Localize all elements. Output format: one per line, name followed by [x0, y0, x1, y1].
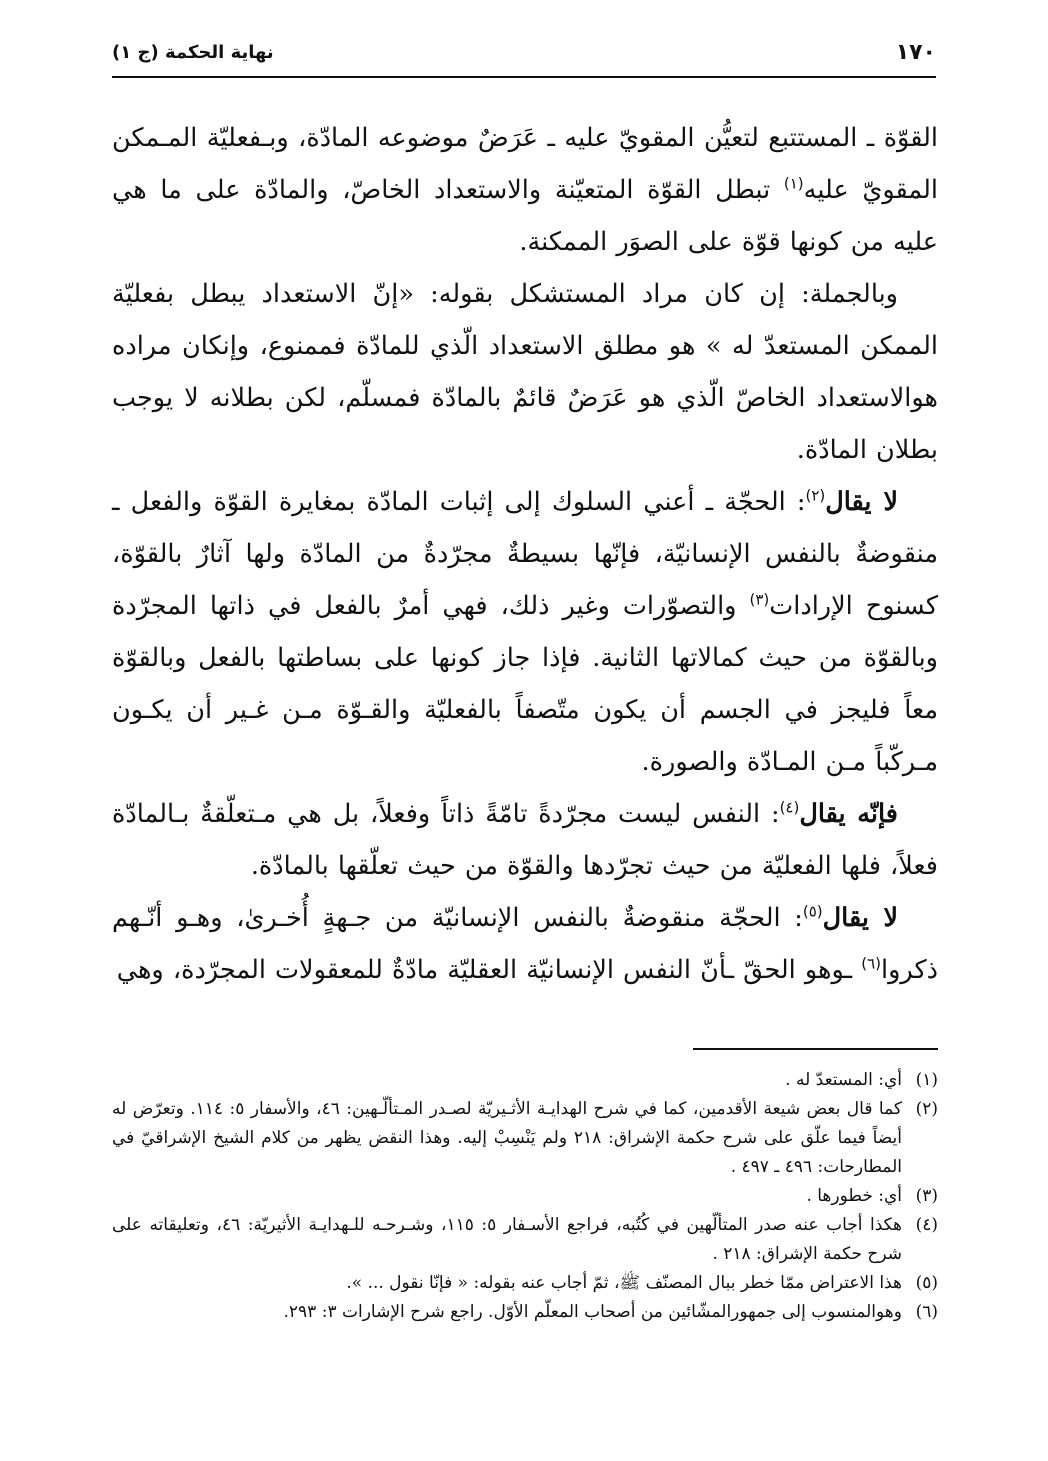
- footnotes-section: [112, 1048, 938, 1327]
- paragraph-1: القوّة ـ المستتبع لتعيُّن المقويّ عليه ـ عَرَضٌ موضوعه المادّة، وبـفعليّة المـمكن المقويّ عليه$^{(١)}$ تبطل القوّة المتعيّنة والاستعداد الخاصّ، والمادّة على ما هي عليه من كونها قوّة على الصوَر الممكنة.: [112, 123, 938, 257]
- footnote-ref-2: (٢): [805, 486, 826, 505]
- paragraph-4: فإنّه يقال$^{(٤)}$: النفس ليست مجرّدةً تامّةً ذاتاً وفعلاً، بل هي مـتعلّقةٌ بـالمادّة فعلاً، فلها الفعليّة من حيث تجرّدها والقوّة من حيث تعلّقها بالمادّة.: [112, 798, 938, 881]
- page-number: ١٧٠: [895, 40, 936, 65]
- footnote-ref-6: (٦): [861, 954, 882, 973]
- footnote-divider: [693, 1048, 938, 1050]
- footnote-ref-1: (١): [783, 174, 804, 193]
- main-text: [112, 112, 938, 996]
- footnote-1: (١)أي: المستعدّ له .: [785, 1070, 938, 1090]
- footnote-2: (٢)كما قال بعض شيعة الأقدمين، كما في شرح الهدايـة الأثـيريّة لصـدر المـتألّـهين: ٤٦، والأسفار ٥: ١١٤. وتعرّض له أيضاً فيما علّق على شرح حكمة الإشراق: ٢١٨ ولم يَنْسِبْ إليه. وهذا النقض يظهر من كلام الشيخ الإشراقيّ في المطارحات: ٤٩٦ ـ ٤٩٧ .: [112, 1099, 938, 1177]
- footnote-5: (٥)هذا الاعتراض ممّا خطر ببال المصنّف ﷺ، ثمّ أجاب عنه بقوله: « فإنّا نقول ... ».: [346, 1273, 938, 1293]
- footnote-ref-5: (٥): [802, 902, 823, 921]
- footnote-4: (٤)هكذا أجاب عنه صدر المتألّهين في كُتُبه، فراجع الأسـفار ٥: ١١٥، وشـرحـه للـهدايـة الأثيريّة: ٤٦، وتعليقاته على شرح حكمة الإشراق: ٢١٨ .: [112, 1215, 938, 1264]
- paragraph-2: وبالجملة: إن كان مراد المستشكل بقوله: «إنّ الاستعداد يبطل بفعليّة الممكن المستعدّ له » هو مطلق الاستعداد الّذي للمادّة فممنوع، وإنكان مراده هوالاستعداد الخاصّ الّذي هو عَرَضٌ قائمٌ بالمادّة فمسلّم، لكن بطلانه لا يوجب بطلان المادّة.: [112, 279, 938, 465]
- paragraph-3: لا يقال$^{(٢)}$: الحجّة ـ أعني السلوك إلى إثبات المادّة بمغايرة القوّة والفعل ـ منقوضةٌ بالنفس الإنسانيّة، فإنّها بسيطةٌ مجرّدةٌ من المادّة ولها آثارٌ بالقوّة، كسنوح الإرادات$^{(٣)}$ والتصوّرات وغير ذلك، فهي أمرٌ بالفعل في ذاتها المجرّدة وبالقوّة من حيث كمالاتها الثانية. فإذا جاز كونها على بساطتها بالفعل وبالقوّة معاً فليجز في الجسم أن يكون متّصفاً بالفعليّة والقـوّة مـن غـير أن يكـون مـركّباً مـن المـادّة والصورة.: [112, 486, 938, 777]
- page-header: [112, 38, 936, 78]
- footnote-3: (٣)أي: خطورها .: [806, 1186, 938, 1206]
- running-title: نهاية الحكمة (ج ١): [112, 42, 274, 63]
- footnote-ref-3: (٣): [749, 590, 770, 609]
- paragraph-5: لا يقال$^{(٥)}$: الحجّة منقوضةٌ بالنفس الإنسانيّة من جـهةٍ أُخـرىٰ، وهـو أنّـهم ذكروا$^{(٦)}$ ـوهو الحقّ ـأنّ النفس الإنسانيّة العقليّة مادّةٌ للمعقولات المجرّدة، وهي: [112, 902, 938, 985]
- footnote-6: (٦)وهوالمنسوب إلى جمهورالمشّائين من أصحاب المعلّم الأوّل. راجع شرح الإشارات ٣: ٢٩٣.: [283, 1302, 938, 1322]
- footnote-ref-4: (٤): [779, 798, 800, 817]
